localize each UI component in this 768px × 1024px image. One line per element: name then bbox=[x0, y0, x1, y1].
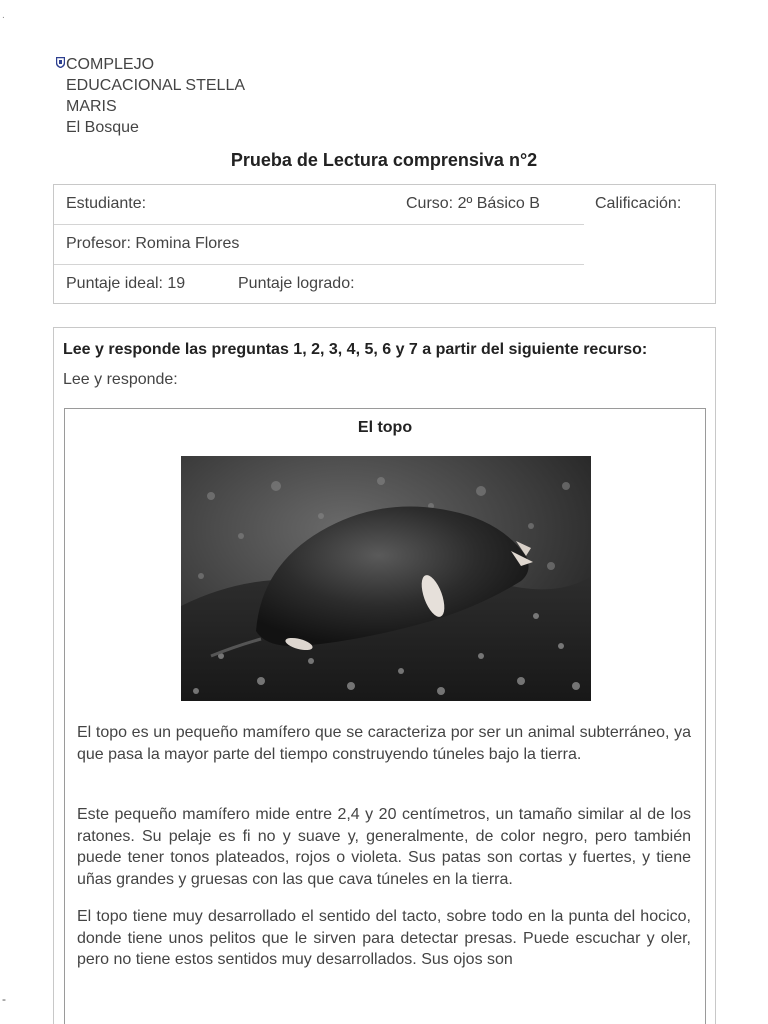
info-row-score bbox=[54, 265, 584, 305]
student-info-table bbox=[53, 184, 716, 304]
reading-resource bbox=[64, 408, 706, 1024]
school-name-line2: EDUCACIONAL STELLA bbox=[66, 77, 246, 94]
ideal-score-field: Puntaje ideal: 19 bbox=[66, 275, 186, 292]
school-name-line1: COMPLEJO bbox=[66, 56, 155, 73]
school-header bbox=[56, 54, 316, 138]
mole-photo-graphic bbox=[181, 456, 591, 701]
student-field: Estudiante: bbox=[66, 195, 147, 212]
corner-dot: . bbox=[2, 10, 5, 21]
info-row-teacher bbox=[54, 225, 584, 265]
mole-photo bbox=[181, 456, 591, 701]
resource-title: El topo bbox=[357, 419, 413, 436]
paragraph-1: El topo es un pequeño mamífero que se caracteriza por ser un animal subterráneo, ya que pasa la mayor parte del tiempo construyendo túneles bajo la tierra. bbox=[77, 724, 691, 763]
page-mark: - bbox=[2, 992, 6, 1006]
school-name-line3: MARIS bbox=[66, 98, 117, 115]
paragraph-3: El topo tiene muy desarrollado el sentido del tacto, sobre todo en la punta del hocico, donde tiene unos pelitos que le sirven para detectar presas. Puede escuchar y oler, pero no tiene estos sentidos muy desarrollados. Sus ojos son bbox=[77, 908, 691, 968]
grade-field: Calificación: bbox=[595, 195, 682, 212]
paragraph-2: Este pequeño mamífero mide entre 2,4 y 20 centímetros, un tamaño similar al de los ratones. Su pelaje es fi no y suave y, generalmente, de color negro, pero también puede tener tonos plateados, rojos o violeta. Sus patas son cortas y fuertes, y tiene uñas grandes y gruesas con las que cava túneles en la tierra. bbox=[77, 806, 691, 888]
question-block bbox=[53, 327, 716, 1024]
page-title: Prueba de Lectura comprensiva n°2 bbox=[230, 150, 538, 170]
question-instruction: Lee y responde las preguntas 1, 2, 3, 4, 5, 6 y 7 a partir del siguiente recurso: bbox=[63, 341, 648, 358]
question-subtitle: Lee y responde: bbox=[63, 371, 178, 388]
info-row-student bbox=[54, 185, 584, 225]
school-location: El Bosque bbox=[66, 119, 139, 136]
course-field: Curso: 2º Básico B bbox=[406, 195, 540, 212]
school-crest-icon bbox=[56, 57, 65, 68]
teacher-field: Profesor: Romina Flores bbox=[66, 235, 240, 252]
obtained-score-field: Puntaje logrado: bbox=[238, 275, 355, 292]
